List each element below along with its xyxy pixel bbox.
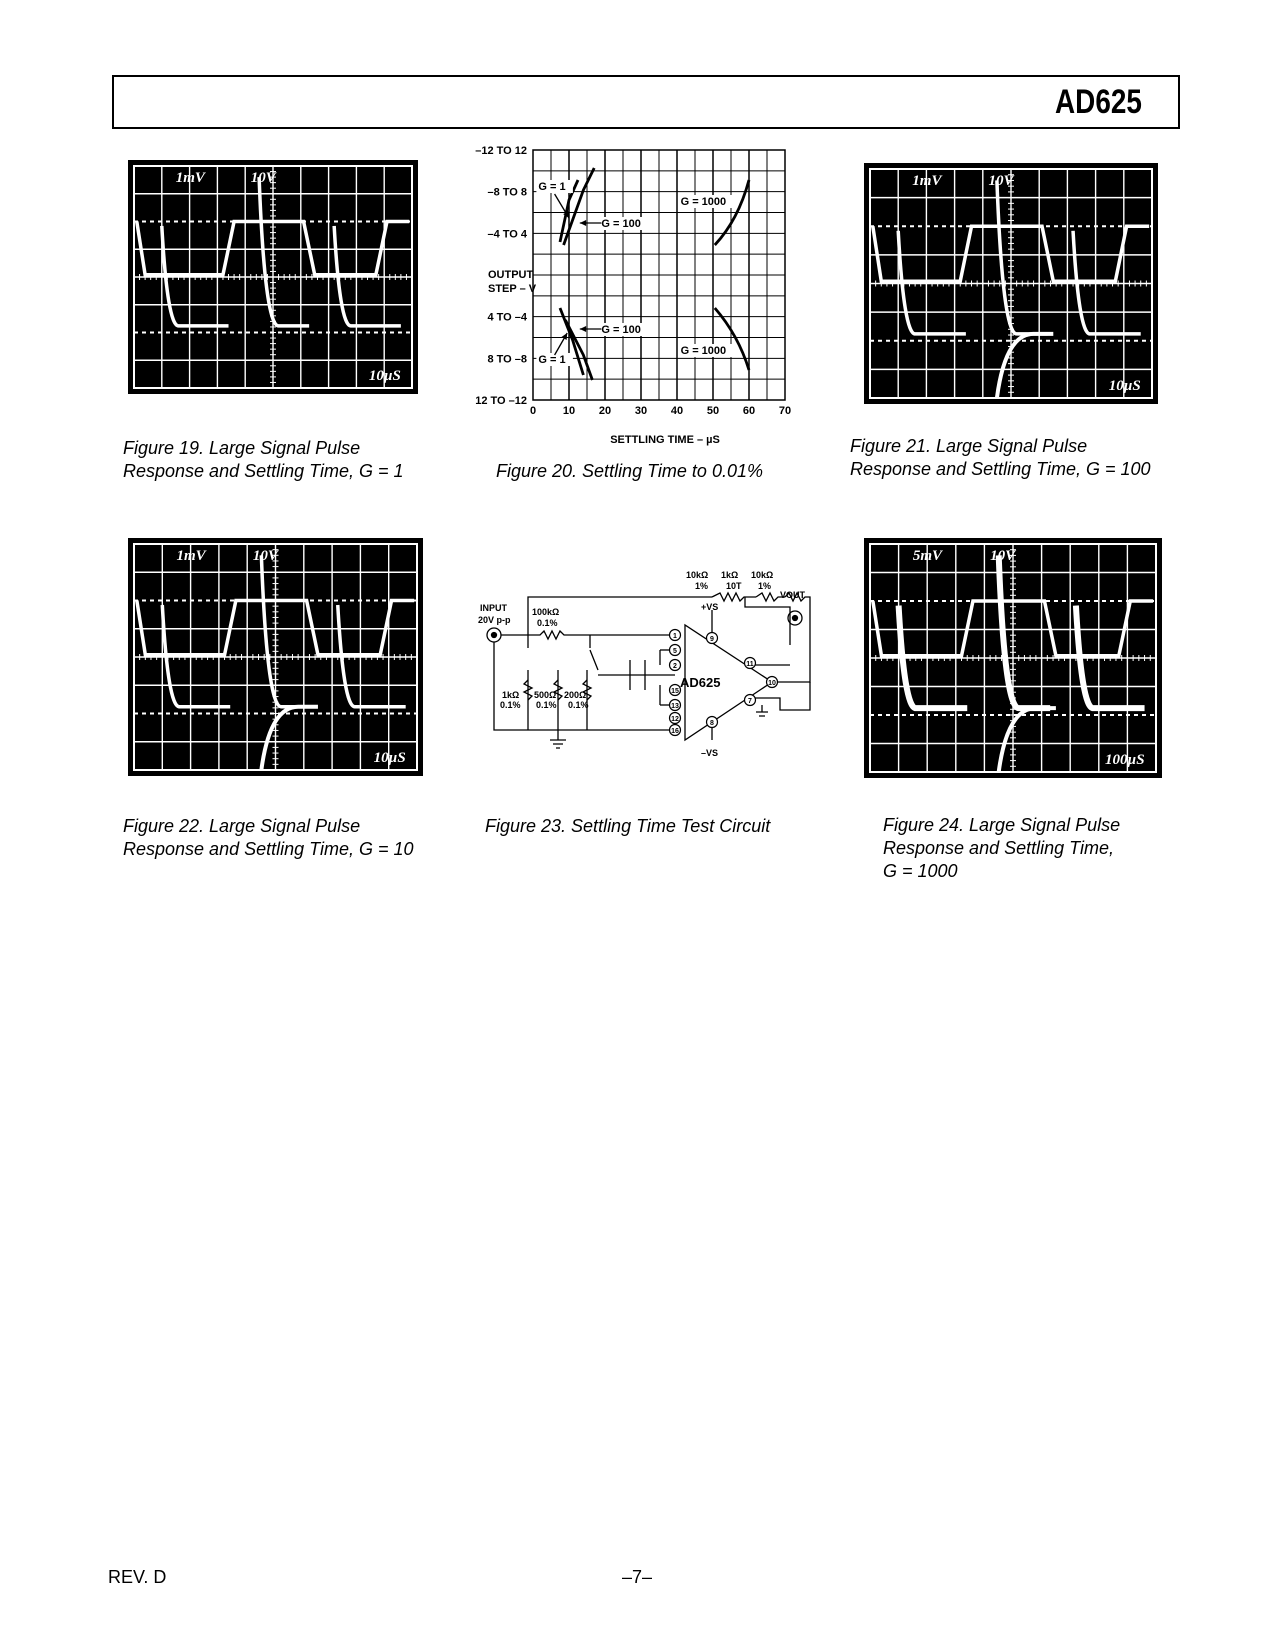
test-circuit-diagram [480,560,820,770]
caption-fig23 [485,815,770,838]
caption-fig24 [883,814,1120,883]
scope-time-scale: 10µS [1108,378,1141,394]
x-tick-label: 60 [742,405,756,417]
caption-line: Response and Settling Time, G = 100 [850,459,1151,479]
y-tick-label: 12 TO –12 [475,395,527,407]
scope-screen [864,538,1162,778]
vplus-label: +VS [701,602,719,612]
caption-line: Figure 24. Large Signal Pulse [883,815,1121,835]
input-label: INPUT [480,603,507,613]
r-in-label: 100kΩ [532,607,560,617]
pin-number: 9 [710,635,714,643]
r3-tol: 0.1% [568,700,589,710]
scope-ch2-scale: 10V [990,548,1016,564]
caption-line: Figure 20. Settling Time to 0.01% [496,461,763,481]
scope-trace-output [899,555,1145,708]
y-axis-label-line1: OUTPUT [488,269,534,281]
x-tick-label: 0 [529,405,537,417]
x-tick-label: 20 [598,405,612,417]
vout-label: VOUT [780,590,806,600]
scope-ch2-scale: 10V [988,173,1014,189]
scope-time-scale: 100µS [1105,752,1145,768]
curve-g1000-lower [715,308,749,370]
r-top3-tol: 1% [758,581,772,591]
y-axis-label-line2: STEP – V [488,283,537,295]
pin-number: 11 [746,660,754,668]
scope-trace-output [898,180,1141,333]
caption-fig21 [850,435,1151,481]
curve-annotation: G = 1000 [680,196,727,208]
pin-number: 2 [673,662,677,670]
curve-annotation: G = 1 [538,354,566,366]
scope-photo-fig24 [864,538,1162,778]
caption-line: Response and Settling Time, [883,838,1114,858]
r-top2-label: 1kΩ [721,570,739,580]
pin-number: 1 [673,632,677,640]
footer-page-number: –7– [622,1567,653,1587]
curve-annotation: G = 1000 [680,345,727,357]
scope-ch1-scale: 1mV [175,170,205,186]
part-number: AD625 [1055,83,1142,121]
arrow-head [580,326,586,332]
caption-fig22 [123,815,414,861]
scope-time-scale: 10µS [368,368,401,384]
x-tick-label: 40 [670,405,684,417]
vminus-label: –VS [701,748,719,758]
y-tick-label: 4 TO –4 [487,311,527,324]
caption-line: Figure 23. Settling Time Test Circuit [485,816,771,836]
scope-photo-fig19 [128,160,418,394]
x-tick-label: 50 [706,405,720,417]
chart-x-labels [530,405,791,417]
x-tick-label: 10 [562,405,576,417]
curve-annotation: G = 100 [601,324,641,336]
scope-screen [128,538,423,776]
scope-photo-fig22 [128,538,423,776]
pin-number: 8 [710,719,714,727]
caption-line: Figure 19. Large Signal Pulse [123,438,361,458]
scope-screen [128,160,418,394]
scope-trace-recovery [999,708,1056,772]
scope-ch1-scale: 1mV [176,548,206,564]
scope-trace-output [162,555,405,706]
scope-trace-output [162,177,401,326]
pin-number: 10 [768,679,776,687]
caption-line: Response and Settling Time, G = 1 [123,461,404,481]
pin-number: 7 [748,697,752,705]
scope-ch2-scale: 10V [252,548,278,564]
y-tick-label: 8 TO –8 [487,353,527,366]
r2-tol: 0.1% [536,700,557,710]
r2-label: 500Ω [534,690,557,700]
y-tick-label: –12 TO 12 [475,145,527,157]
scope-trace-recovery [261,707,318,770]
r-top2-tol: 10T [726,581,742,591]
caption-line: G = 1000 [883,861,958,881]
scope-trace-recovery [997,334,1053,398]
y-tick-label: –4 TO 4 [487,228,527,241]
pin-number: 13 [671,702,679,710]
pin-number: 12 [671,715,679,723]
pin-number: 5 [673,647,677,655]
r3-label: 200Ω [564,690,587,700]
x-axis-label: SETTLING TIME – µS [610,434,720,446]
x-tick-label: 70 [778,405,792,417]
scope-ch2-scale: 10V [250,170,276,186]
input-level: 20V p-p [478,615,511,625]
footer-revision: REV. D [108,1567,167,1587]
arrow-head [580,220,586,226]
r-in-tol: 0.1% [537,618,558,628]
x-tick-label: 30 [634,405,648,417]
settling-time-chart [475,145,820,446]
y-tick-label: –8 TO 8 [487,186,527,199]
r-top1-tol: 1% [695,581,709,591]
r1-tol: 0.1% [500,700,521,710]
pin-number: 15 [671,687,679,695]
r-top1-label: 10kΩ [686,570,709,580]
chip-label: AD625 [680,675,721,690]
scope-photo-fig21 [864,163,1158,404]
caption-line: Figure 21. Large Signal Pulse [850,436,1088,456]
caption-fig19 [123,437,404,483]
scope-ch1-scale: 1mV [912,173,942,189]
header-box [112,75,1180,129]
r1-label: 1kΩ [502,690,520,700]
scope-ch1-scale: 5mV [912,548,943,564]
caption-line: Figure 22. Large Signal Pulse [123,816,361,836]
curve-annotation: G = 100 [601,218,641,230]
curve-annotation: G = 1 [538,181,566,193]
caption-line: Response and Settling Time, G = 10 [123,839,414,859]
pin-number: 16 [671,727,679,735]
r-top3-label: 10kΩ [751,570,774,580]
scope-screen [864,163,1158,404]
caption-fig20 [496,460,763,483]
scope-time-scale: 10µS [373,750,406,766]
